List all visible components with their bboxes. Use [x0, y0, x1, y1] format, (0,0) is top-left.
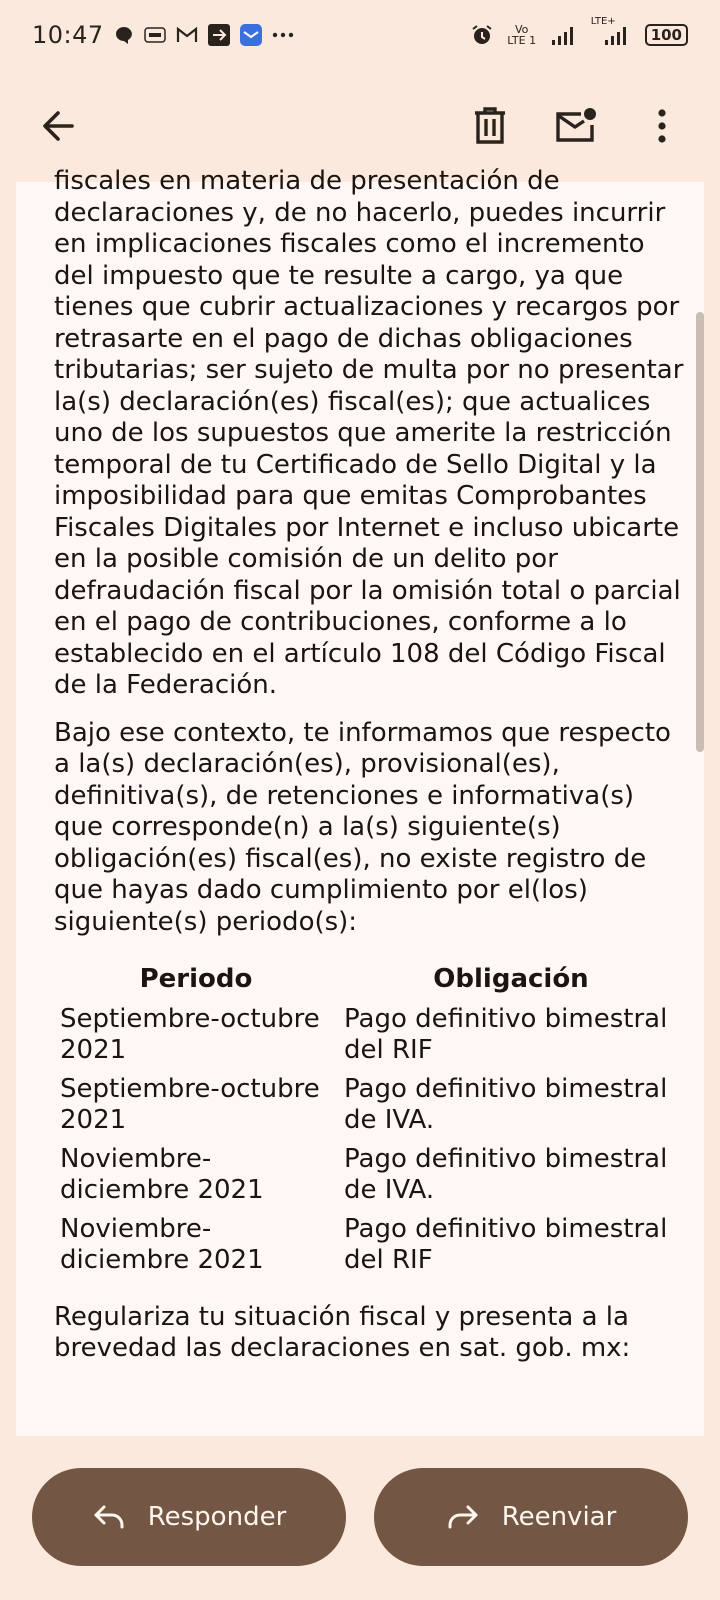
alarm-icon [471, 24, 493, 46]
paragraph-consequences: fiscales en materia de presentación de declaraciones y, de no hacerlo, puedes incurrir en implicaciones fiscales como el incremento del impuesto que te resulte a cargo, ya que tienes que cubrir actualizaciones y recargos por retrasarte en el pago de dichas obligaciones tributarias; ser sujeto de multa por no presentar la(s) declaración(es) fiscal(es); que actualices uno de los supuestos que amerite la restricción temporal de tu Certificado de Sello Digital y la imposibilidad para que emitas Comprobantes Fiscales Digitales por Internet e incluso ubicarte en la posible comisión de un delito por defraudación fiscal por la omisión total o parcial en el pago de contribuciones, conforme a lo establecido en el artículo 108 del Código Fiscal de la Federación. [54, 166, 684, 700]
status-time: 10:47 [32, 21, 104, 49]
email-body[interactable] [16, 166, 704, 1436]
scrollbar[interactable] [696, 312, 704, 752]
table-header-row [54, 960, 684, 1004]
status-right [471, 16, 688, 47]
mark-unread-button[interactable] [548, 98, 604, 154]
forward-label: Reenviar [501, 1502, 617, 1532]
volte-icon [507, 24, 537, 46]
back-button[interactable] [30, 98, 86, 154]
reply-icon [92, 1503, 126, 1531]
gmail-notification-icon [176, 26, 198, 44]
temu-notification-icon [144, 25, 166, 45]
row-obligation: Pago definitivo bimestral del RIF [344, 1003, 668, 1065]
row-obligation: Pago definitivo bimestral de IVA. [344, 1143, 668, 1205]
battery-icon [645, 24, 688, 46]
status-left [32, 21, 294, 49]
chat-notification-icon [114, 25, 134, 45]
more-vert-icon [656, 108, 668, 144]
battery-level: 100 [650, 26, 682, 44]
forward-icon [446, 1503, 480, 1531]
paragraph-regularize: Regulariza tu situación fiscal y presenta a la brevedad las declaraciones en sat. gob. mx: [54, 1301, 631, 1363]
signal-1-icon [551, 24, 577, 46]
volte-label: Vo LTE 1 [507, 23, 537, 47]
row-period: Noviembre-diciembre 2021 [60, 1213, 264, 1275]
table-row [54, 1144, 684, 1214]
table-row [54, 1004, 684, 1074]
row-obligation: Pago definitivo bimestral del RIF [344, 1213, 668, 1275]
lte-label: LTE+ [590, 16, 616, 27]
trash-icon [472, 106, 508, 146]
arrow-back-icon [38, 106, 78, 146]
header-obligacion: Obligación [433, 964, 589, 994]
reply-label: Responder [147, 1502, 287, 1532]
obligations-table [54, 960, 684, 1284]
paragraph-context: Bajo ese contexto, te informamos que respecto a la(s) declaración(es), provisional(es), definitiva(s), de retenciones e informativa(s) que corresponde(n) a la(s) siguiente(s) obligación(es) fiscal(es), no existe registro de que hayas dado cumplimiento por el(los) siguiente(s) periodo(s): [54, 717, 671, 937]
reply-button[interactable] [32, 1468, 346, 1566]
reply-actions [32, 1468, 688, 1566]
more-options-button[interactable] [634, 98, 690, 154]
row-period: Septiembre-octubre 2021 [60, 1003, 320, 1065]
row-obligation: Pago definitivo bimestral de IVA. [344, 1073, 668, 1135]
mail-app-notification-icon [240, 24, 262, 46]
email-body-text [54, 166, 684, 1381]
row-period: Septiembre-octubre 2021 [60, 1073, 320, 1135]
forward-notification-icon [208, 24, 230, 46]
more-notifications-icon [272, 31, 294, 39]
signal-2-icon [590, 16, 631, 46]
table-row [54, 1214, 684, 1284]
mail-unread-icon [554, 106, 598, 146]
table-row [54, 1074, 684, 1144]
header-periodo: Periodo [139, 964, 253, 994]
toolbar-actions [462, 98, 690, 154]
row-period: Noviembre-diciembre 2021 [60, 1143, 264, 1205]
forward-button[interactable] [374, 1468, 688, 1566]
status-bar [0, 0, 720, 70]
delete-button[interactable] [462, 98, 518, 154]
